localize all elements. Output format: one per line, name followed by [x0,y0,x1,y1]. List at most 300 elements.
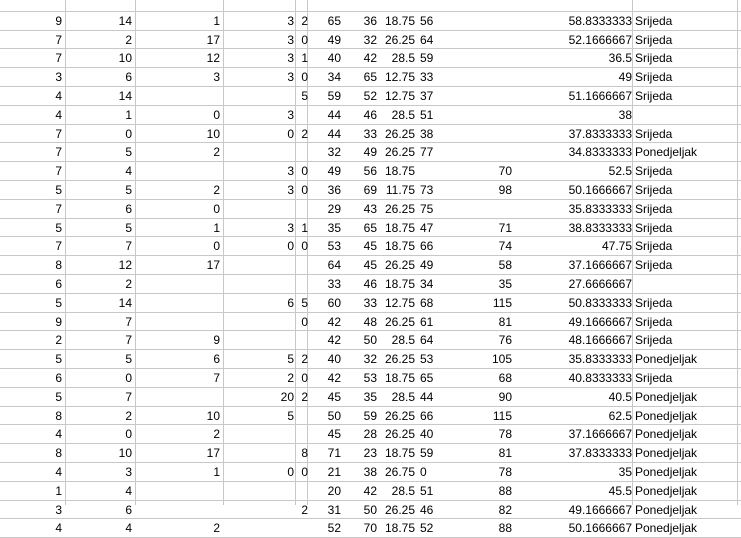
cell-col-a[interactable]: 2 [55,333,62,348]
cell-col-b[interactable]: 6 [125,201,132,216]
cell-col-l[interactable]: Ponedjeljak [635,502,698,517]
cell-col-i[interactable]: 56 [420,13,434,28]
cell-col-c[interactable] [136,275,224,293]
cell-col-k[interactable]: 49.1666667 [568,314,632,329]
cell-col-f[interactable]: 34 [327,70,341,85]
cell-col-a[interactable]: 5 [55,182,62,197]
cell-col-b[interactable]: 12 [118,258,132,273]
cell-col-a[interactable]: 5 [55,295,62,310]
cell-col-h[interactable]: 18.75 [384,276,415,291]
cell-col-j[interactable]: 76 [498,333,512,348]
cell-col-c[interactable] [136,388,224,406]
cell-col-h[interactable]: 12.75 [384,295,415,310]
cell-col-d[interactable] [224,87,296,105]
cell-col-k[interactable]: 37.8333333 [568,446,632,461]
cell-col-l[interactable]: Ponedjeljak [635,446,698,461]
cell-col-k[interactable]: 52.1666667 [568,32,632,47]
cell-col-h[interactable] [379,0,417,11]
cell-col-j[interactable] [462,125,512,143]
cell-col-h[interactable]: 26.25 [384,427,415,442]
cell-col-f[interactable] [308,0,343,11]
cell-col-g[interactable]: 33 [363,126,377,141]
cell-col-i[interactable]: 77 [420,145,434,160]
cell-col-l[interactable]: Srijeda [635,51,673,66]
cell-col-j[interactable]: 58 [498,258,512,273]
cell-col-i[interactable]: 40 [420,427,434,442]
cell-col-d[interactable]: 5 [287,352,294,367]
cell-col-l[interactable]: Srijeda [635,164,673,179]
cell-col-c[interactable] [136,501,224,519]
cell-col-d[interactable] [224,482,296,500]
cell-col-g[interactable]: 65 [363,70,377,85]
cell-col-b[interactable]: 14 [118,13,132,28]
cell-col-k[interactable]: 34.8333333 [568,145,632,160]
cell-col-c[interactable]: 10 [206,126,220,141]
cell-col-f[interactable]: 20 [327,483,341,498]
cell-col-f[interactable]: 42 [327,333,341,348]
cell-col-g[interactable]: 70 [363,521,377,536]
cell-col-e[interactable] [296,256,308,274]
cell-col-b[interactable]: 14 [118,295,132,310]
cell-col-c[interactable] [136,482,224,500]
cell-col-j[interactable]: 78 [498,464,512,479]
cell-col-j[interactable]: 70 [498,164,512,179]
cell-col-f[interactable]: 35 [327,220,341,235]
cell-col-f[interactable]: 45 [327,389,341,404]
cell-col-b[interactable]: 14 [118,88,132,103]
cell-col-h[interactable]: 28.5 [391,483,415,498]
cell-col-g[interactable]: 48 [363,314,377,329]
cell-col-j[interactable] [462,87,512,105]
cell-col-b[interactable]: 0 [125,427,132,442]
cell-col-g[interactable]: 59 [363,408,377,423]
cell-col-f[interactable]: 42 [327,370,341,385]
cell-col-c[interactable]: 3 [213,70,220,85]
cell-col-d[interactable]: 3 [287,182,294,197]
cell-col-c[interactable]: 10 [206,408,220,423]
cell-col-d[interactable]: 0 [287,239,294,254]
cell-col-k[interactable]: 35.8333333 [568,352,632,367]
cell-col-g[interactable]: 45 [363,258,377,273]
cell-col-f[interactable]: 42 [327,314,341,329]
cell-col-e[interactable] [296,200,308,218]
cell-col-k[interactable]: 51.1666667 [568,88,632,103]
cell-col-j[interactable]: 82 [498,502,512,517]
cell-col-d[interactable]: 3 [287,107,294,122]
cell-col-i[interactable]: 59 [420,446,434,461]
cell-col-g[interactable]: 49 [363,145,377,160]
cell-col-l[interactable]: Srijeda [635,258,673,273]
cell-col-f[interactable]: 29 [327,201,341,216]
cell-col-e[interactable]: 0 [301,70,308,85]
cell-col-h[interactable]: 18.75 [384,220,415,235]
cell-col-a[interactable]: 3 [55,70,62,85]
cell-col-e[interactable]: 2 [301,389,308,404]
cell-col-h[interactable]: 28.5 [391,333,415,348]
cell-col-f[interactable]: 50 [327,408,341,423]
cell-col-l[interactable]: Ponedjeljak [635,464,698,479]
cell-col-i[interactable]: 73 [420,182,434,197]
cell-col-g[interactable]: 52 [363,88,377,103]
cell-col-d[interactable]: 3 [287,51,294,66]
cell-col-i[interactable]: 38 [420,126,434,141]
cell-col-h[interactable]: 11.75 [385,182,415,197]
cell-col-h[interactable]: 26.25 [384,258,415,273]
cell-col-g[interactable]: 32 [363,32,377,47]
cell-col-j[interactable]: 81 [498,314,512,329]
cell-col-c[interactable]: 0 [213,239,220,254]
cell-col-e[interactable]: 5 [301,295,308,310]
cell-col-k[interactable]: 49.1666667 [568,502,632,517]
cell-col-c[interactable] [136,87,224,105]
cell-col-h[interactable]: 12.75 [384,70,415,85]
cell-col-h[interactable]: 18.75 [384,521,415,536]
cell-col-c[interactable]: 2 [213,427,220,442]
cell-col-c[interactable]: 0 [213,201,220,216]
cell-col-l[interactable]: Ponedjeljak [635,408,698,423]
cell-col-l[interactable] [633,106,741,124]
cell-col-f[interactable]: 31 [327,502,341,517]
cell-col-l[interactable]: Ponedjeljak [635,427,698,442]
cell-col-h[interactable]: 26.25 [384,145,415,160]
cell-col-a[interactable]: 1 [55,483,62,498]
cell-col-h[interactable]: 26.25 [384,314,415,329]
cell-col-k[interactable]: 52.5 [608,164,632,179]
cell-col-h[interactable]: 18.75 [384,164,415,179]
cell-col-a[interactable]: 7 [55,126,62,141]
cell-col-g[interactable]: 50 [363,502,377,517]
cell-col-b[interactable]: 4 [125,483,132,498]
cell-col-g[interactable]: 32 [363,352,377,367]
cell-col-g[interactable] [343,0,379,11]
cell-col-i[interactable]: 46 [420,502,434,517]
cell-col-f[interactable]: 49 [327,32,341,47]
cell-col-d[interactable] [224,425,296,443]
cell-col-i[interactable]: 51 [420,107,434,122]
cell-col-d[interactable]: 3 [287,32,294,47]
cell-col-i[interactable] [418,0,462,11]
cell-col-l[interactable]: Srijeda [635,13,673,28]
cell-col-b[interactable]: 2 [125,276,132,291]
cell-col-b[interactable]: 1 [125,107,132,122]
cell-col-g[interactable]: 46 [363,107,377,122]
cell-col-l[interactable]: Srijeda [635,32,673,47]
cell-col-a[interactable]: 6 [55,276,62,291]
cell-col-a[interactable]: 4 [55,107,62,122]
cell-col-c[interactable] [136,313,224,331]
cell-col-k[interactable]: 27.6666667 [568,276,632,291]
cell-col-a[interactable]: 8 [55,258,62,273]
cell-col-h[interactable]: 18.75 [384,239,415,254]
cell-col-f[interactable]: 52 [327,521,341,536]
cell-col-j[interactable]: 105 [491,352,512,367]
cell-col-k[interactable]: 62.5 [608,408,632,423]
cell-col-c[interactable]: 17 [206,32,220,47]
cell-col-j[interactable] [462,106,512,124]
cell-col-e[interactable]: 2 [301,126,308,141]
cell-col-f[interactable]: 44 [327,107,341,122]
cell-col-c[interactable] [136,162,224,180]
cell-col-f[interactable]: 45 [327,427,341,442]
cell-col-h[interactable]: 18.75 [384,370,415,385]
cell-col-j[interactable] [462,68,512,86]
cell-col-f[interactable]: 60 [327,295,341,310]
cell-col-e[interactable]: 0 [301,314,308,329]
cell-col-a[interactable]: 7 [55,51,62,66]
cell-col-i[interactable]: 0 [420,464,427,479]
cell-col-e[interactable]: 0 [301,182,308,197]
cell-col-i[interactable]: 66 [420,408,434,423]
cell-col-k[interactable]: 45.5 [608,483,632,498]
cell-col-h[interactable]: 26.25 [384,126,415,141]
cell-col-e[interactable]: 0 [301,370,308,385]
cell-col-k[interactable]: 37.1666667 [568,427,632,442]
cell-col-g[interactable]: 35 [363,389,377,404]
cell-col-d[interactable]: 3 [287,164,294,179]
cell-col-e[interactable]: 1 [301,220,308,235]
cell-col-a[interactable]: 7 [55,239,62,254]
cell-col-e[interactable]: 1 [301,51,308,66]
cell-col-a[interactable]: 7 [55,145,62,160]
cell-col-f[interactable]: 36 [327,182,341,197]
cell-col-b[interactable]: 10 [118,51,132,66]
cell-col-g[interactable]: 53 [363,370,377,385]
cell-col-h[interactable]: 18.75 [384,446,415,461]
cell-col-e[interactable]: 2 [301,502,308,517]
cell-col-j[interactable]: 68 [498,370,512,385]
cell-col-b[interactable]: 2 [125,32,132,47]
cell-col-i[interactable]: 75 [420,201,434,216]
cell-col-c[interactable] [136,294,224,312]
cell-col-d[interactable]: 0 [287,464,294,479]
cell-col-d[interactable] [224,256,296,274]
cell-col-b[interactable]: 5 [125,182,132,197]
cell-col-a[interactable]: 4 [55,427,62,442]
cell-col-k[interactable]: 40.8333333 [568,370,632,385]
cell-col-e[interactable] [296,482,308,500]
cell-col-i[interactable]: 59 [420,51,434,66]
cell-col-b[interactable]: 4 [125,521,132,536]
cell-col-a[interactable]: 3 [55,502,62,517]
cell-col-i[interactable]: 65 [420,370,434,385]
cell-col-d[interactable]: 20 [280,389,294,404]
cell-col-h[interactable]: 26.25 [384,502,415,517]
cell-col-k[interactable]: 38.8333333 [568,220,632,235]
cell-col-e[interactable] [296,143,308,161]
cell-col-d[interactable] [224,444,296,462]
cell-col-k[interactable]: 50.8333333 [568,295,632,310]
cell-col-i[interactable]: 68 [420,295,434,310]
cell-col-a[interactable]: 7 [55,201,62,216]
cell-col-a[interactable]: 9 [55,314,62,329]
cell-col-c[interactable]: 2 [213,145,220,160]
cell-col-j[interactable]: 98 [498,182,512,197]
cell-col-k[interactable]: 48.1666667 [568,333,632,348]
cell-col-f[interactable]: 65 [327,13,341,28]
cell-col-a[interactable]: 5 [55,220,62,235]
cell-col-c[interactable]: 9 [213,333,220,348]
cell-col-i[interactable]: 64 [420,333,434,348]
cell-col-a[interactable]: 4 [55,464,62,479]
cell-col-d[interactable] [224,275,296,293]
cell-col-h[interactable]: 18.75 [384,13,415,28]
cell-col-f[interactable]: 59 [327,88,341,103]
cell-col-c[interactable]: 2 [213,521,220,536]
cell-col-l[interactable]: Ponedjeljak [635,389,698,404]
cell-col-c[interactable]: 6 [213,352,220,367]
cell-col-e[interactable]: 0 [301,239,308,254]
cell-col-f[interactable]: 53 [327,239,341,254]
cell-col-l[interactable]: Ponedjeljak [635,521,698,536]
cell-col-l[interactable]: Srijeda [635,126,673,141]
cell-col-c[interactable] [136,0,224,11]
cell-col-h[interactable]: 26.75 [384,464,415,479]
cell-col-b[interactable]: 6 [125,70,132,85]
cell-col-b[interactable]: 0 [125,370,132,385]
cell-col-a[interactable]: 5 [55,352,62,367]
cell-col-l[interactable]: Ponedjeljak [635,145,698,160]
cell-col-j[interactable]: 90 [498,389,512,404]
cell-col-k[interactable]: 35.8333333 [568,201,632,216]
cell-col-k[interactable]: 37.1666667 [568,258,632,273]
cell-col-i[interactable]: 53 [420,352,434,367]
cell-col-i[interactable]: 49 [420,258,434,273]
cell-col-j[interactable]: 88 [498,521,512,536]
cell-col-j[interactable]: 88 [498,483,512,498]
cell-col-k[interactable]: 40.5 [608,389,632,404]
cell-col-g[interactable]: 28 [363,427,377,442]
cell-col-g[interactable]: 42 [363,483,377,498]
cell-col-b[interactable]: 7 [125,333,132,348]
cell-col-d[interactable]: 0 [287,126,294,141]
cell-col-e[interactable] [296,0,308,11]
cell-col-d[interactable]: 2 [287,370,294,385]
cell-col-c[interactable]: 1 [213,220,220,235]
cell-col-a[interactable]: 8 [55,408,62,423]
cell-col-j[interactable] [462,12,512,30]
cell-col-d[interactable] [224,519,296,537]
cell-col-d[interactable] [224,143,296,161]
cell-col-c[interactable]: 17 [206,258,220,273]
cell-col-g[interactable]: 36 [363,13,377,28]
cell-col-c[interactable]: 1 [213,464,220,479]
cell-col-h[interactable]: 26.25 [384,408,415,423]
cell-col-i[interactable]: 52 [420,521,434,536]
cell-col-b[interactable] [66,0,136,11]
cell-col-k[interactable]: 50.1666667 [568,182,632,197]
cell-col-c[interactable]: 1 [213,13,220,28]
cell-col-j[interactable]: 71 [498,220,512,235]
cell-col-e[interactable] [296,106,308,124]
cell-col-b[interactable]: 10 [118,446,132,461]
cell-col-g[interactable]: 56 [363,164,377,179]
cell-col-e[interactable]: 0 [301,32,308,47]
cell-col-e[interactable]: 2 [301,352,308,367]
cell-col-l[interactable]: Ponedjeljak [635,483,698,498]
cell-col-l[interactable]: Srijeda [635,239,673,254]
cell-col-g[interactable]: 50 [363,333,377,348]
cell-col-e[interactable] [296,425,308,443]
cell-col-d[interactable] [224,313,296,331]
cell-col-h[interactable]: 26.25 [384,32,415,47]
cell-col-f[interactable]: 21 [327,464,341,479]
cell-col-g[interactable]: 46 [363,276,377,291]
cell-col-i[interactable]: 47 [420,220,434,235]
cell-col-k[interactable]: 35 [618,464,632,479]
cell-col-a[interactable]: 4 [55,88,62,103]
cell-col-d[interactable]: 5 [287,408,294,423]
cell-col-h[interactable]: 28.5 [391,389,415,404]
cell-col-c[interactable]: 0 [213,107,220,122]
cell-col-a[interactable] [0,0,66,11]
cell-col-k[interactable]: 49 [618,70,632,85]
cell-col-a[interactable]: 4 [55,521,62,536]
cell-col-b[interactable]: 3 [125,464,132,479]
cell-col-b[interactable]: 0 [125,126,132,141]
cell-col-g[interactable]: 33 [363,295,377,310]
cell-col-b[interactable]: 7 [125,239,132,254]
cell-col-l[interactable]: Srijeda [635,70,673,85]
cell-col-j[interactable] [462,0,512,11]
cell-col-k[interactable] [512,0,632,11]
cell-col-f[interactable]: 64 [327,258,341,273]
cell-col-a[interactable]: 8 [55,446,62,461]
cell-col-k[interactable]: 37.8333333 [568,126,632,141]
cell-col-h[interactable]: 12.75 [384,88,415,103]
cell-col-g[interactable]: 43 [363,201,377,216]
cell-col-e[interactable]: 8 [301,446,308,461]
cell-col-c[interactable]: 12 [206,51,220,66]
cell-col-a[interactable]: 6 [55,370,62,385]
cell-col-e[interactable]: 5 [301,88,308,103]
cell-col-f[interactable]: 71 [327,446,341,461]
cell-col-e[interactable]: 0 [301,464,308,479]
cell-col-b[interactable]: 7 [125,389,132,404]
cell-col-l[interactable]: Ponedjeljak [635,352,698,367]
cell-col-l[interactable]: Srijeda [635,182,673,197]
cell-col-l[interactable]: Srijeda [635,88,673,103]
cell-col-h[interactable]: 26.25 [384,201,415,216]
cell-col-k[interactable]: 58.8333333 [568,13,632,28]
cell-col-k[interactable]: 36.5 [608,51,632,66]
cell-col-j[interactable]: 115 [492,295,512,310]
cell-col-l[interactable]: Srijeda [635,220,673,235]
cell-col-j[interactable] [462,200,512,218]
cell-col-j[interactable] [462,143,512,161]
cell-col-i[interactable]: 51 [420,483,434,498]
cell-col-i[interactable]: 33 [420,70,434,85]
cell-col-k[interactable]: 50.1666667 [568,521,632,536]
cell-col-c[interactable]: 17 [206,446,220,461]
cell-col-b[interactable]: 6 [125,502,132,517]
cell-col-e[interactable] [296,275,308,293]
cell-col-e[interactable] [296,407,308,425]
cell-col-j[interactable] [462,31,512,49]
cell-col-f[interactable]: 32 [327,145,341,160]
cell-col-f[interactable]: 40 [327,352,341,367]
cell-col-l[interactable]: Srijeda [635,370,673,385]
cell-col-i[interactable]: 61 [420,314,434,329]
cell-col-c[interactable]: 2 [213,182,220,197]
cell-col-h[interactable]: 28.5 [391,107,415,122]
cell-col-k[interactable]: 47.75 [601,239,632,254]
cell-col-b[interactable]: 7 [125,314,132,329]
cell-col-g[interactable]: 38 [363,464,377,479]
cell-col-a[interactable]: 5 [55,389,62,404]
cell-col-d[interactable]: 6 [287,295,294,310]
cell-col-l[interactable] [633,275,741,293]
cell-col-g[interactable]: 65 [363,220,377,235]
